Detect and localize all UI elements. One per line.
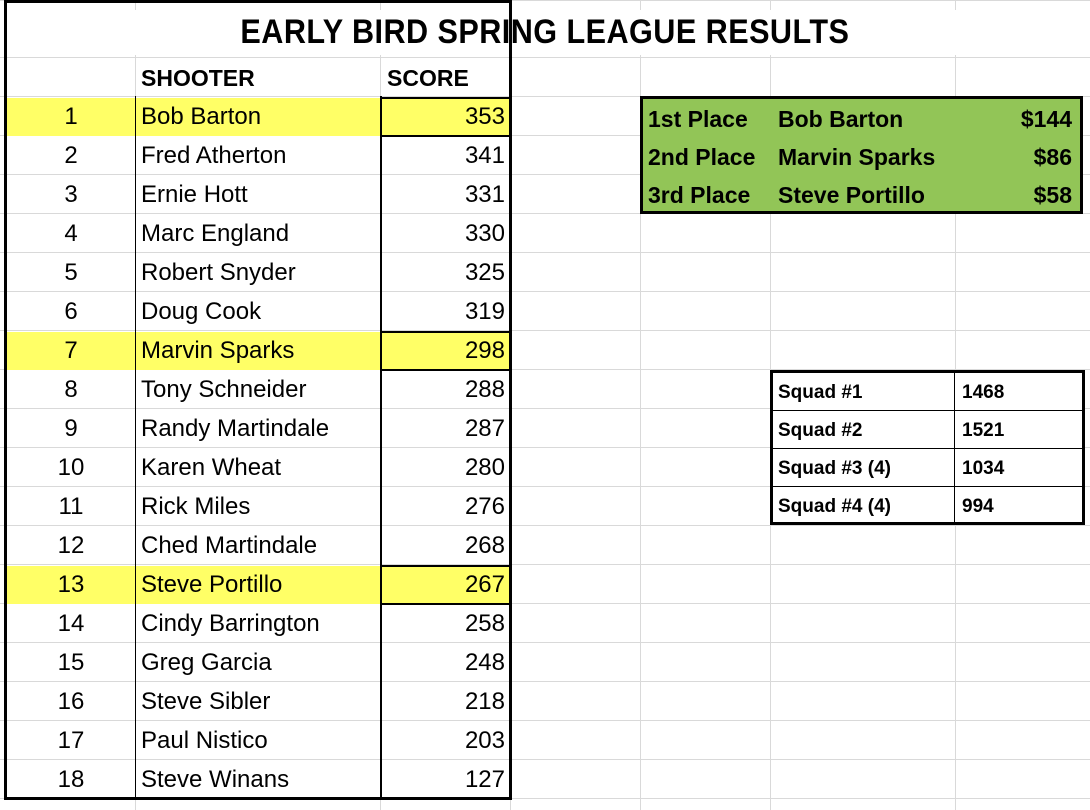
prize-winner: Bob Barton	[778, 106, 904, 132]
prize-row	[643, 100, 1080, 138]
sheet-title: EARLY BIRD SPRING LEAGUE RESULTS	[54, 10, 1035, 55]
squad-name: Squad #2	[778, 420, 863, 441]
score-cell: 280	[464, 454, 505, 481]
prize-winner: Marvin Sparks	[778, 144, 936, 170]
shooter-name-cell: Ernie Hott	[141, 181, 248, 208]
rank-cell: 4	[64, 220, 78, 247]
squad-total: 1034	[962, 458, 1005, 479]
score-cell: 288	[464, 376, 505, 403]
rank-cell: 16	[57, 688, 85, 715]
prize-amount: $58	[1033, 182, 1072, 208]
rank-cell: 9	[64, 415, 78, 442]
shooter-name-cell: Steve Portillo	[136, 566, 381, 604]
squad-row	[773, 412, 1082, 449]
shooter-name-cell: Cindy Barrington	[141, 610, 320, 637]
shooter-name-cell: Robert Snyder	[141, 259, 296, 286]
rank-cell: 5	[64, 259, 78, 286]
score-cell: 203	[464, 727, 505, 754]
rank-cell: 7	[6, 332, 136, 370]
rank-cell: 12	[57, 532, 85, 559]
gridline	[0, 57, 1090, 58]
prize-winner: Steve Portillo	[778, 182, 925, 208]
score-cell: 267	[381, 566, 510, 604]
score-cell: 287	[464, 415, 505, 442]
rank-cell: 8	[64, 376, 78, 403]
score-cell: 268	[464, 532, 505, 559]
score-cell: 331	[464, 181, 505, 208]
shooter-name-cell: Bob Barton	[136, 98, 381, 136]
prize-box	[640, 96, 1083, 214]
rank-cell: 1	[6, 98, 136, 136]
rank-cell: 3	[64, 181, 78, 208]
score-cell: 330	[464, 220, 505, 247]
column-header-score: SCORE	[387, 65, 469, 91]
shooter-name-cell: Steve Winans	[141, 766, 290, 793]
rank-cell: 6	[64, 298, 78, 325]
shooter-name-cell: Greg Garcia	[141, 649, 272, 676]
score-cell: 325	[464, 259, 505, 286]
score-cell: 258	[464, 610, 505, 637]
shooter-name-cell: Rick Miles	[141, 493, 251, 520]
prize-place: 3rd Place	[648, 182, 751, 208]
rank-cell: 14	[57, 610, 85, 637]
gridline	[0, 0, 1090, 1]
shooter-name-cell: Paul Nistico	[141, 727, 268, 754]
squad-row	[773, 488, 1082, 525]
score-cell: 276	[464, 493, 505, 520]
prize-amount: $86	[1033, 144, 1072, 170]
column-header-shooter: SHOOTER	[141, 65, 255, 91]
shooter-name-cell: Ched Martindale	[141, 532, 318, 559]
score-cell: 319	[464, 298, 505, 325]
rank-cell: 17	[57, 727, 85, 754]
rank-cell: 18	[57, 766, 85, 793]
squad-total: 1468	[962, 382, 1005, 403]
score-cell: 353	[381, 98, 510, 136]
score-cell: 341	[464, 142, 505, 169]
rank-cell: 11	[58, 493, 84, 520]
shooter-name-cell: Marc England	[141, 220, 290, 247]
shooter-name-cell: Doug Cook	[141, 298, 262, 325]
squad-name: Squad #1	[778, 382, 863, 403]
gridline	[510, 0, 511, 810]
prize-row	[643, 138, 1080, 176]
shooter-name-cell: Steve Sibler	[141, 688, 271, 715]
prize-place: 2nd Place	[648, 144, 756, 170]
column-divider	[380, 96, 382, 798]
shooter-name-cell: Marvin Sparks	[136, 332, 381, 370]
squad-total: 994	[962, 496, 994, 517]
rank-cell: 10	[57, 454, 85, 481]
score-cell: 218	[464, 688, 505, 715]
squad-name: Squad #3 (4)	[778, 458, 891, 479]
score-cell: 298	[381, 332, 510, 370]
rank-cell: 15	[57, 649, 85, 676]
score-cell: 248	[464, 649, 505, 676]
prize-row	[643, 176, 1080, 214]
squad-name: Squad #4 (4)	[778, 496, 891, 517]
squad-total: 1521	[962, 420, 1005, 441]
shooter-name-cell: Randy Martindale	[141, 415, 330, 442]
rank-cell: 13	[6, 566, 136, 604]
prize-place: 1st Place	[648, 106, 748, 132]
shooter-name-cell: Karen Wheat	[141, 454, 282, 481]
rank-cell: 2	[64, 142, 78, 169]
column-divider	[135, 96, 136, 798]
squad-totals-box	[770, 370, 1085, 525]
shooter-name-cell: Fred Atherton	[141, 142, 287, 169]
squad-row	[773, 450, 1082, 487]
squad-row	[773, 374, 1082, 411]
prize-amount: $144	[1020, 106, 1072, 132]
score-cell: 127	[464, 766, 505, 793]
shooter-name-cell: Tony Schneider	[141, 376, 307, 403]
